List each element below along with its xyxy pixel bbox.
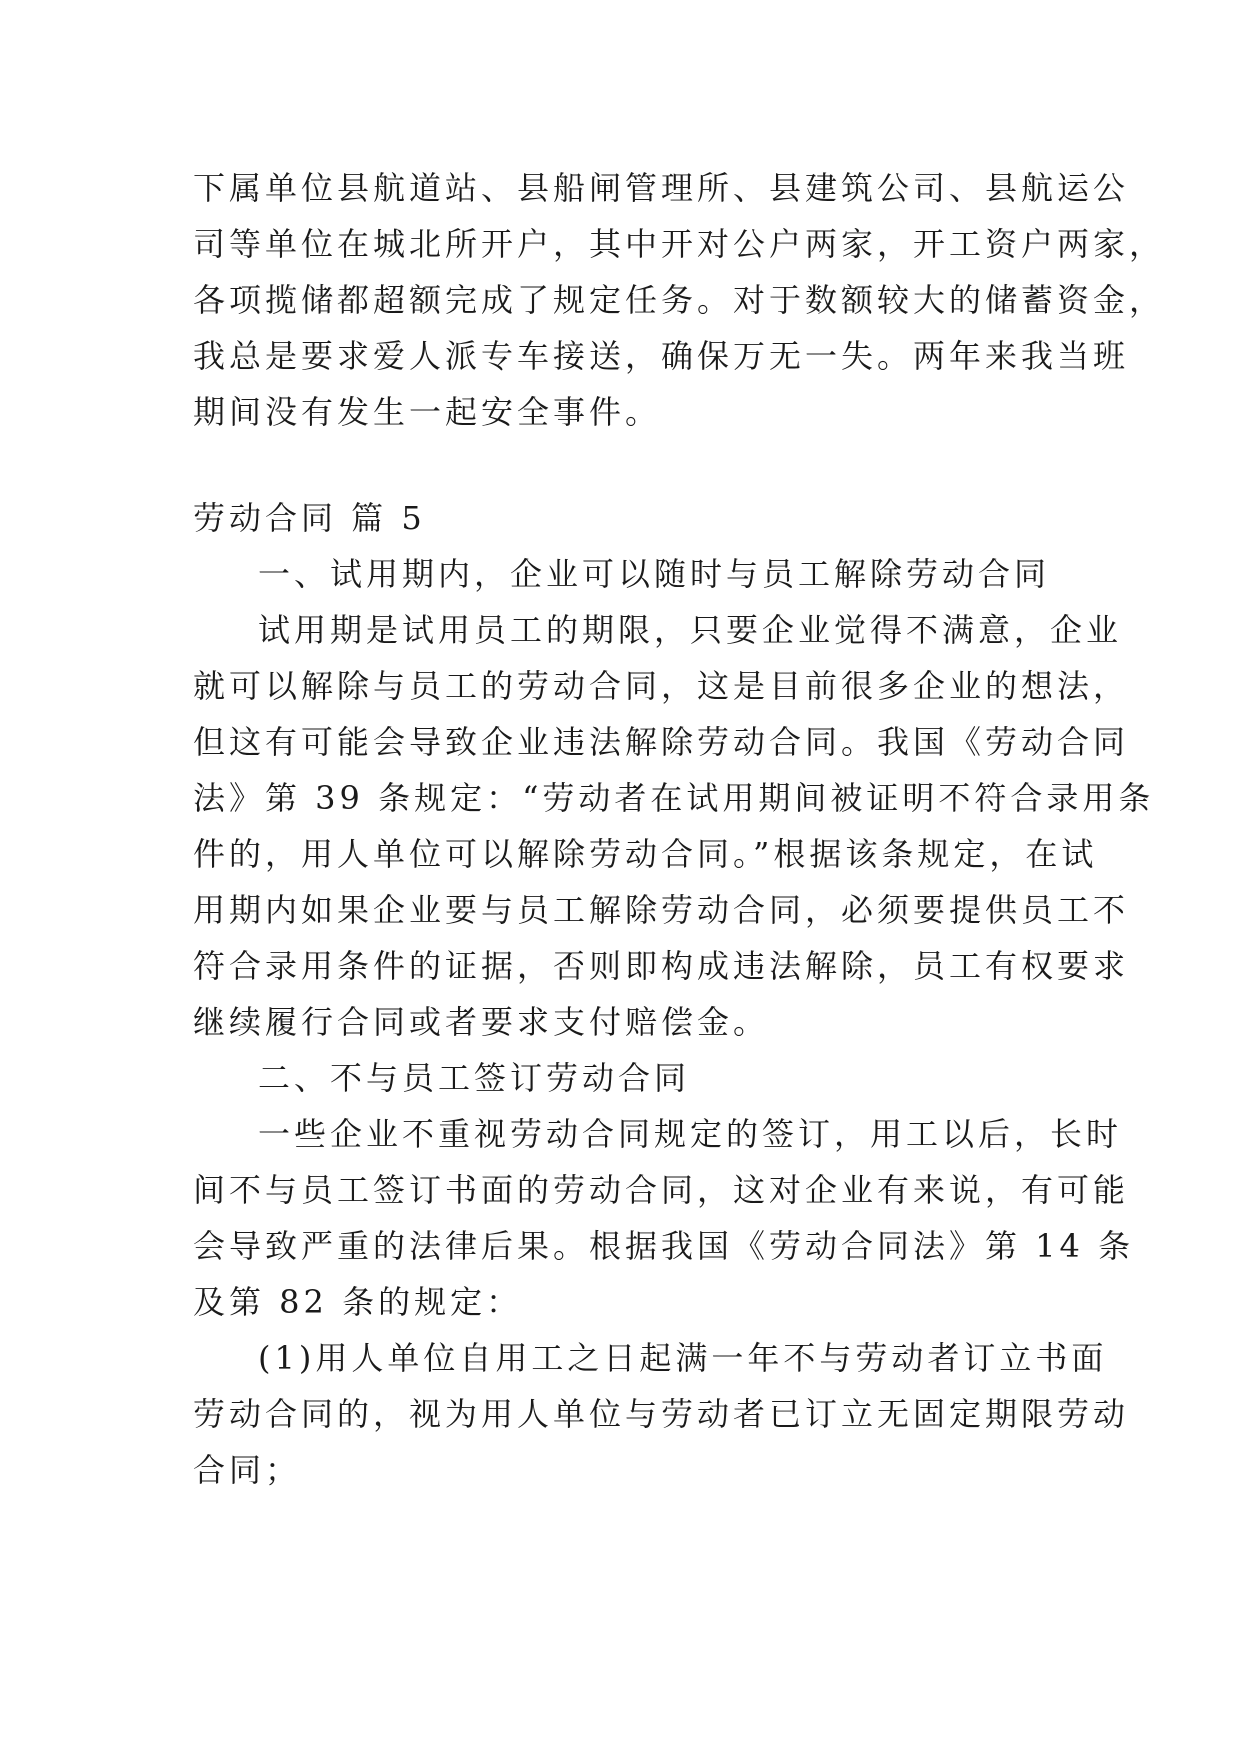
paragraph-line: 合同； [193, 1451, 302, 1489]
subheading-trial-period: 一、试用期内，企业可以随时与员工解除劳动合同 [258, 555, 1051, 593]
paragraph-line: 继续履行合同或者要求支付赔偿金。 [193, 1003, 770, 1041]
paragraph-line: 一些企业不重视劳动合同规定的签订，用工以后，长时 [258, 1115, 1123, 1153]
paragraph-line: 就可以解除与员工的劳动合同，这是目前很多企业的想法， [193, 667, 1130, 705]
paragraph-no-contract [193, 1106, 1135, 1330]
paragraph-line: 各项揽储都超额完成了规定任务。对于数额较大的储蓄资金， [193, 281, 1166, 319]
section-spacer [193, 440, 1083, 490]
subheading-no-contract: 二、不与员工签订劳动合同 [258, 1059, 691, 1097]
paragraph-line: 劳动合同的，视为用人单位与劳动者已订立无固定期限劳动 [193, 1395, 1130, 1433]
paragraph-line: 用期内如果企业要与员工解除劳动合同，必须要提供员工不 [193, 891, 1130, 929]
paragraph-line: 间不与员工签订书面的劳动合同，这对企业有来说，有可能 [193, 1171, 1130, 1209]
paragraph-line: 法》第 39 条规定：“劳动者在试用期间被证明不符合录用条 [193, 779, 1155, 817]
continued-paragraph [193, 160, 1166, 440]
section-title: 劳动合同 篇 5 [193, 499, 426, 537]
paragraph-line: (1)用人单位自用工之日起满一年不与劳动者订立书面 [258, 1339, 1108, 1377]
paragraph-line: 件的，用人单位可以解除劳动合同。”根据该条规定，在试 [193, 835, 1098, 873]
paragraph-line: 下属单位县航道站、县船闸管理所、县建筑公司、县航运公 [193, 169, 1130, 207]
paragraph-line: 试用期是试用员工的期限，只要企业觉得不满意，企业 [258, 611, 1123, 649]
paragraph-line: 司等单位在城北所开户，其中开对公户两家，开工资户两家， [193, 225, 1166, 263]
paragraph-trial-period [193, 602, 1155, 1050]
paragraph-line: 但这有可能会导致企业违法解除劳动合同。我国《劳动合同 [193, 723, 1130, 761]
paragraph-line: 我总是要求爱人派专车接送，确保万无一失。两年来我当班 [193, 337, 1130, 375]
paragraph-line: 会导致严重的法律后果。根据我国《劳动合同法》第 14 条 [193, 1227, 1135, 1265]
paragraph-line: 及第 82 条的规定： [193, 1283, 523, 1321]
paragraph-line: 期间没有发生一起安全事件。 [193, 393, 662, 431]
document-body [193, 160, 1166, 1498]
paragraph-item-1 [193, 1330, 1130, 1498]
paragraph-line: 符合录用条件的证据，否则即构成违法解除，员工有权要求 [193, 947, 1130, 985]
